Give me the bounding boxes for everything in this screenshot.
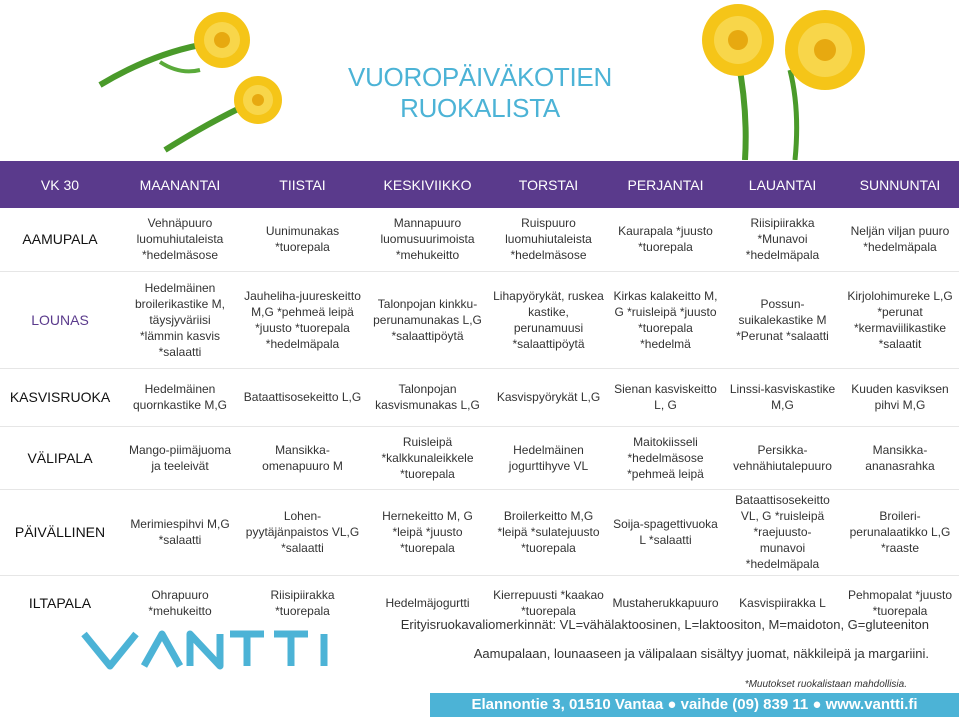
title-line-1: VUOROPÄIVÄKOTIEN [348, 62, 612, 92]
menu-cell: Maitokiisseli *hedelmäsose *pehmeä leipä [607, 426, 724, 489]
row-label: KASVISRUOKA [0, 368, 120, 426]
table-row-valipala [0, 426, 959, 489]
page-title [300, 62, 660, 124]
menu-cell: Merimiespihvi M,G *salaatti [120, 489, 240, 575]
row-label: ILTAPALA [28, 594, 92, 611]
table-row-paivallinen [0, 489, 959, 575]
changes-note: *Muutokset ruokalistaan mahdollisia. [744, 679, 907, 690]
menu-cell: Bataattisosekeitto L,G [240, 368, 365, 426]
diet-legend: Erityisruokavaliomerkinnät: VL=vähälaktoosinen, L=laktoositon, M=maidoton, G=gluteeniton [400, 617, 929, 632]
menu-cell: Neljän viljan puuro *hedelmäpala [841, 208, 959, 271]
included-note: Aamupalaan, lounaaseen ja välipalaan sisältyy juomat, näkkileipä ja margariini. [473, 646, 929, 661]
menu-cell: Bataattisosekeitto VL, G *ruisleipä *raejuusto- munavoi *hedelmäpala [724, 489, 841, 575]
flower-right [702, 4, 865, 160]
menu-cell: Broilerkeitto M,G *leipä *sulatejuusto *tuorepala [490, 489, 607, 575]
menu-cell: Uunimunakas *tuorepala [240, 208, 365, 271]
menu-cell: Jauheliha-juureskeitto M,G *pehmeä leipä *juusto *tuorepala *hedelmäpala [240, 271, 365, 368]
menu-cell: Mannapuuro luomusuurimoista *mehukeitto [365, 208, 490, 271]
header-week: VK 30 [0, 161, 120, 208]
menu-cell: Kirkas kalakeitto M, G *ruisleipä *juusto *tuorepala *hedelmä [607, 271, 724, 368]
menu-cell: Kasvispiirakka L [739, 595, 826, 610]
menu-cell: Hernekeitto M, G *leipä *juusto *tuorepala [365, 489, 490, 575]
menu-cell: Pehmopalat *juusto *tuorepala [847, 587, 953, 618]
header-row [0, 161, 959, 208]
menu-cell: Ruispuuro luomuhiutaleista *hedelmäsose [490, 208, 607, 271]
menu-cell: Vehnäpuuro luomuhiutaleista *hedelmäsose [120, 208, 240, 271]
address-bar: Elannontie 3, 01510 Vantaa ● vaihde (09) 839 11 ● www.vantti.fi [430, 693, 959, 717]
header-saturday: LAUANTAI [724, 161, 841, 208]
menu-cell: Talonpojan kinkku- perunamunakas L,G *salaattipöytä [365, 271, 490, 368]
menu-cell: Kaurapala *juusto *tuorepala [607, 208, 724, 271]
menu-cell: Hedelmäinen broilerikastike M, täysjyväriisi *lämmin kasvis *salaatti [120, 271, 240, 368]
menu-cell: Sienan kasviskeitto L, G [607, 368, 724, 426]
table-row-kasvisruoka [0, 368, 959, 426]
menu-cell: Linssi-kasviskastike M,G [724, 368, 841, 426]
menu-cell: Mustaherukkapuuro [612, 595, 719, 610]
menu-cell: Lohen- pyytäjänpaistos VL,G *salaatti [240, 489, 365, 575]
row-label: AAMUPALA [0, 208, 120, 271]
menu-cell: Possun- suikalekastike M *Perunat *salaatti [724, 271, 841, 368]
menu-cell: Mango-piimäjuoma ja teeleivät [120, 426, 240, 489]
menu-cell: Mansikka- ananasrahka [841, 426, 959, 489]
menu-cell: Hedelmäjogurtti [385, 595, 470, 610]
menu-cell: Ohrapuuro *mehukeitto [148, 587, 212, 618]
header-tuesday: TIISTAI [240, 161, 365, 208]
menu-cell: Hedelmäinen quornkastike M,G [120, 368, 240, 426]
menu-cell: Riisipiirakka *tuorepala [270, 587, 335, 618]
header-monday: MAANANTAI [120, 161, 240, 208]
menu-cell: Soija-spagettivuoka L *salaatti [607, 489, 724, 575]
header-wednesday: KESKIVIIKKO [365, 161, 490, 208]
menu-cell: Lihapyörykät, ruskea kastike, perunamuusi *salaattipöytä [490, 271, 607, 368]
menu-cell: Broileri- perunalaatikko L,G *raaste [841, 489, 959, 575]
menu-cell: Persikka- vehnähiutalepuuro [724, 426, 841, 489]
header-friday: PERJANTAI [607, 161, 724, 208]
menu-cell: Talonpojan kasvismunakas L,G [365, 368, 490, 426]
table-row-aamupala [0, 208, 959, 271]
flower-left-bottom [165, 76, 282, 150]
menu-cell: Mansikka- omenapuuro M [240, 426, 365, 489]
menu-cell: Riisipiirakka *Munavoi *hedelmäpala [724, 208, 841, 271]
menu-cell: Kierrepuusti *kaakao *tuorepala [493, 587, 604, 618]
menu-table [0, 161, 959, 630]
title-line-2: RUOKALISTA [400, 93, 560, 123]
menu-cell: Ruisleipä *kalkkunaleikkele *tuorepala [365, 426, 490, 489]
row-label: VÄLIPALA [0, 426, 120, 489]
table-row-lounas [0, 271, 959, 368]
menu-cell: Hedelmäinen jogurttihyve VL [490, 426, 607, 489]
menu-cell: Kuuden kasviksen pihvi M,G [841, 368, 959, 426]
menu-cell: Kasvispyörykät L,G [490, 368, 607, 426]
row-label: LOUNAS [0, 271, 120, 368]
header-sunday: SUNNUNTAI [841, 161, 959, 208]
header-thursday: TORSTAI [490, 161, 607, 208]
row-label: PÄIVÄLLINEN [0, 489, 120, 575]
flower-left-top [100, 12, 250, 85]
menu-cell: Kirjolohimureke L,G *perunat *kermaviilikastike *salaatit [841, 271, 959, 368]
